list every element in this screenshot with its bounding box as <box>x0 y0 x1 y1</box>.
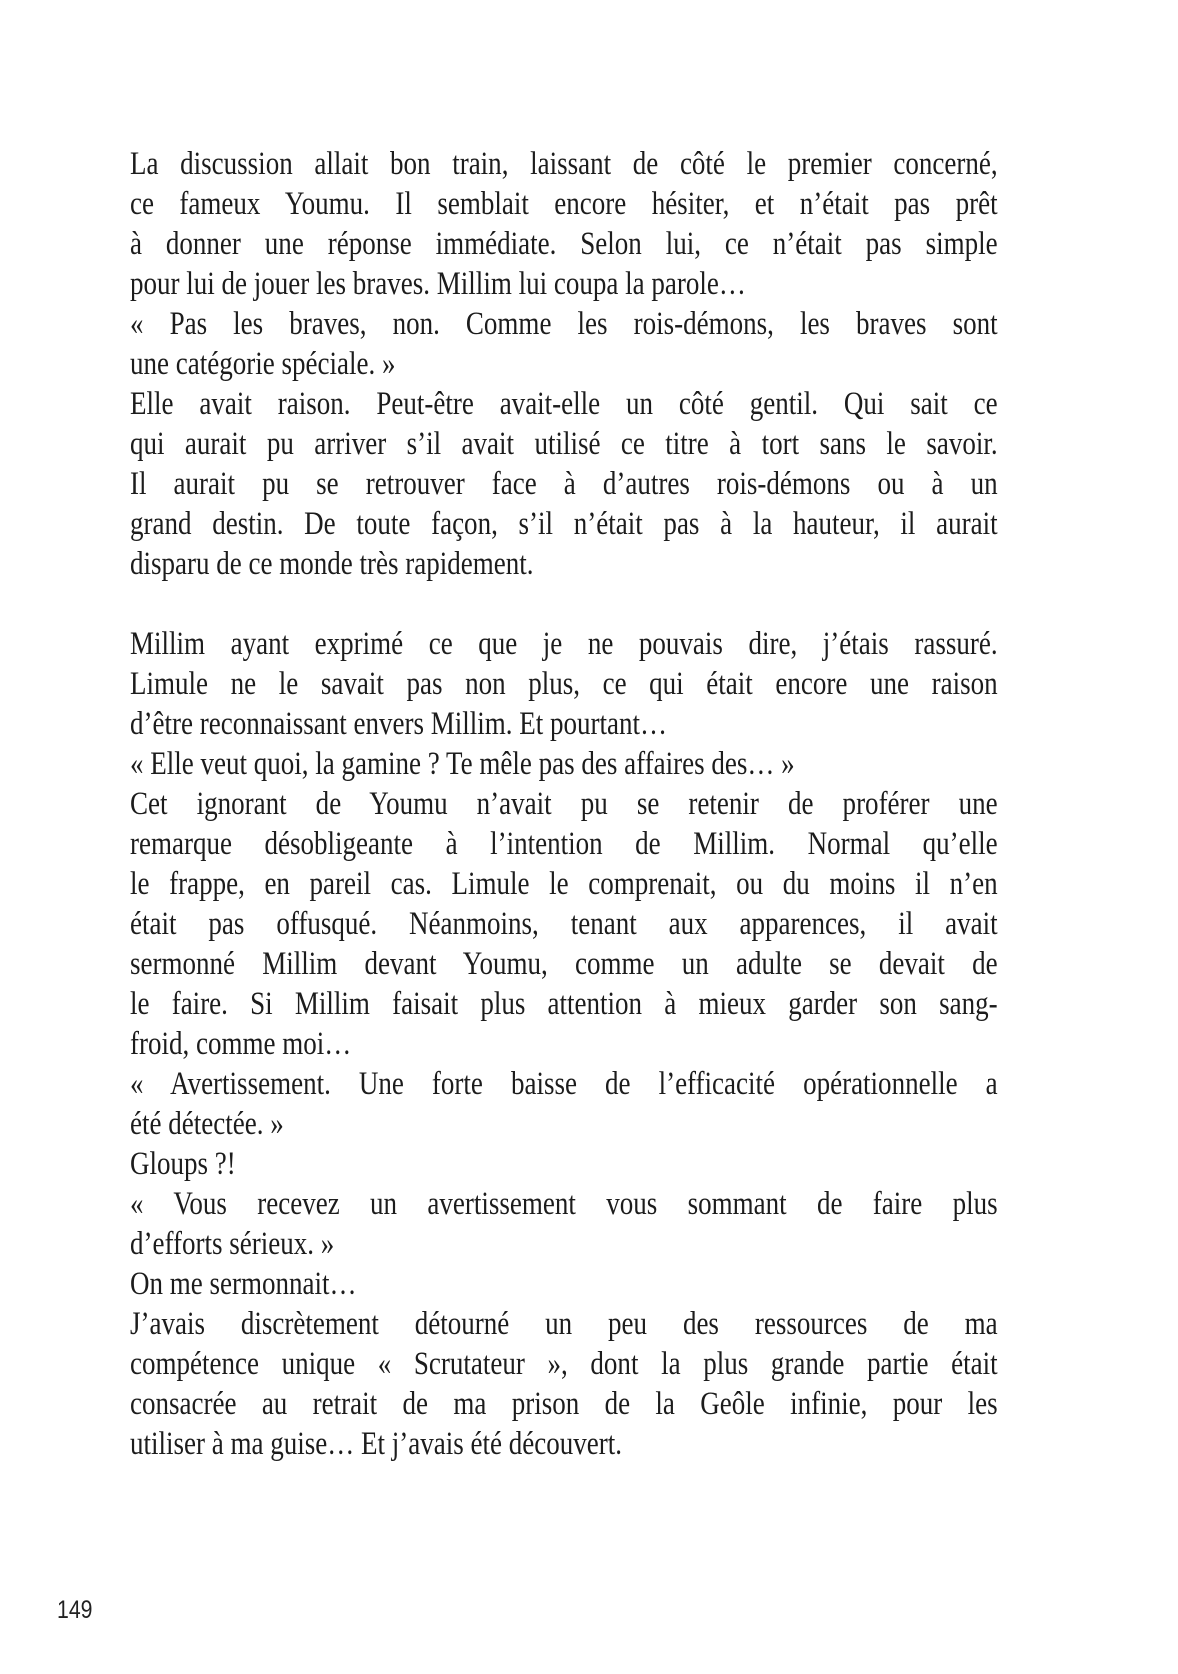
text-line: La discussion allait bon train, laissant de côté le premier concerné, <box>130 146 998 182</box>
text-line: le faire. Si Millim faisait plus attention à mieux garder son sang- <box>130 986 998 1022</box>
text-line: Limule ne le savait pas non plus, ce qui était encore une raison <box>130 666 998 702</box>
text-line: consacrée au retrait de ma prison de la Geôle infinie, pour les <box>130 1386 998 1422</box>
dialogue-line: d’efforts sérieux. » <box>130 1226 335 1262</box>
dialogue-line: « Elle veut quoi, la gamine ? Te mêle pas des affaires des… » <box>130 746 795 782</box>
dialogue-line: « Vous recevez un avertissement vous sommant de faire plus <box>130 1186 998 1222</box>
text-line: Cet ignorant de Youmu n’avait pu se retenir de proférer une <box>130 786 998 822</box>
section-break <box>130 584 998 624</box>
text-line: utiliser à ma guise… Et j’avais été découvert. <box>130 1426 623 1462</box>
text-line: Il aurait pu se retrouver face à d’autres rois-démons ou à un <box>130 466 998 502</box>
dialogue-line: été détectée. » <box>130 1106 284 1142</box>
text-line: compétence unique « Scrutateur », dont la plus grande partie était <box>130 1346 998 1382</box>
dialogue-line: une catégorie spéciale. » <box>130 346 396 382</box>
text-line: sermonné Millim devant Youmu, comme un adulte se devait de <box>130 946 998 982</box>
text-line: On me sermonnait… <box>130 1266 357 1302</box>
text-line: Millim ayant exprimé ce que je ne pouvais dire, j’étais rassuré. <box>130 626 998 662</box>
text-line: pour lui de jouer les braves. Millim lui coupa la parole… <box>130 266 746 302</box>
text-line: d’être reconnaissant envers Millim. Et pourtant… <box>130 706 668 742</box>
text-line: disparu de ce monde très rapidement. <box>130 546 534 582</box>
text-line: qui aurait pu arriver s’il avait utilisé ce titre à tort sans le savoir. <box>130 426 998 462</box>
text-line: remarque désobligeante à l’intention de Millim. Normal qu’elle <box>130 826 998 862</box>
body-text <box>130 144 998 1464</box>
dialogue-line: « Avertissement. Une forte baisse de l’efficacité opérationnelle a <box>130 1066 998 1102</box>
text-line: était pas offusqué. Néanmoins, tenant aux apparences, il avait <box>130 906 998 942</box>
text-line: J’avais discrètement détourné un peu des ressources de ma <box>130 1306 998 1342</box>
text-line: grand destin. De toute façon, s’il n’était pas à la hauteur, il aurait <box>130 506 998 542</box>
text-line: ce fameux Youmu. Il semblait encore hésiter, et n’était pas prêt <box>130 186 998 222</box>
text-line: Gloups ?! <box>130 1146 236 1182</box>
text-line: froid, comme moi… <box>130 1026 352 1062</box>
dialogue-line: « Pas les braves, non. Comme les rois-démons, les braves sont <box>130 306 998 342</box>
page-number: 149 <box>57 1596 93 1624</box>
text-line: le frappe, en pareil cas. Limule le comprenait, ou du moins il n’en <box>130 866 998 902</box>
text-line: Elle avait raison. Peut-être avait-elle un côté gentil. Qui sait ce <box>130 386 998 422</box>
text-line: à donner une réponse immédiate. Selon lui, ce n’était pas simple <box>130 226 998 262</box>
